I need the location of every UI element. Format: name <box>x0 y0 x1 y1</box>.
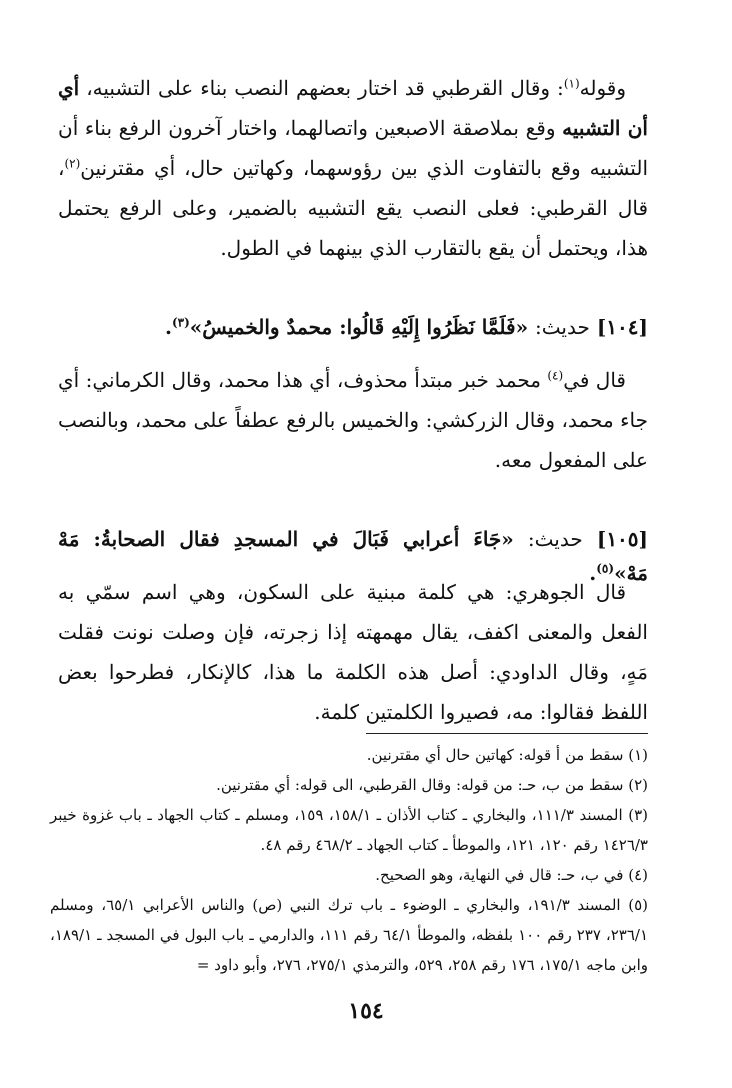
footnote-text: سقط من ب، حـ: من قوله: وقال القرطبي، الى قوله: أي مقترنين. <box>216 776 624 794</box>
hadith-label: حديث: <box>535 315 590 339</box>
footnote-ref[interactable]: (٢) <box>64 156 81 171</box>
paragraph-lead: وقوله <box>579 76 627 100</box>
paragraph-lead: قال في <box>563 368 626 392</box>
footnote-text: المسند ١٩١/٣، والبخاري ـ الوضوء ـ باب ترك النبي (ص) والناس الأعرابي ٦٥/١، ومسلم ٢٣٦/١، ٢٣٧ رقم ١٠٠ بلفظه، والموطأ ٦٤/١ رقم ١١١، والدارمي ـ باب البول في المسجد ـ ١٨٩/١، وابن ماجه ١٧٥/١، ١٧٦ رقم ٢٥٨، ٥٢٩، والترمذي ٢٧٥/١، ٢٧٦، وأبو داود = <box>50 896 649 974</box>
footnote-ref[interactable]: (٥) <box>596 561 615 576</box>
footnote-number: (٤) <box>628 866 648 884</box>
hadith-number: [١٠٥] <box>596 527 649 551</box>
paragraph-text: ، قال القرطبي: فعلى النصب يقع التشبيه بالضمير، وعلى الرفع يحتمل هذا، ويحتمل أن يقع بالتقارب الذي بينهما في الطول. <box>58 156 648 260</box>
footnote-ref[interactable]: (٤) <box>547 368 564 383</box>
hadith-text: «فَلَمَّا نَظَرُوا إِلَيْهِ قَالُوا: محمدٌ والخميسُ» <box>189 315 529 339</box>
paragraph-text: محمد خبر مبتدأ محذوف، أي هذا محمد، وقال الكرماني: أي جاء محمد، وقال الزركشي: والخميس بالرفع عطفاً على محمد، وبالنصب على المفعول معه. <box>58 368 648 472</box>
hadith-number: [١٠٤] <box>596 315 648 339</box>
footnote-3 <box>50 800 648 860</box>
footnote-number: (٢) <box>628 776 648 794</box>
hadith-text: «جَاءَ أعرابي فَبَالَ في المسجدِ فقال الصحابةُ: مَهْ مَهْ» <box>58 527 648 585</box>
footnote-text: المسند ١١١/٣، والبخاري ـ كتاب الأذان ـ ١٥٨/١، ١٥٩، ومسلم ـ كتاب الجهاد ـ باب غزوة خيبر ١٤٢٦/٣ رقم ١٢٠، ١٢١، والموطأ ـ كتاب الجهاد ـ ٤٦٨/٢ رقم ٤٨. <box>50 806 648 854</box>
commentary-paragraph-104 <box>58 360 648 480</box>
footnotes <box>50 740 648 980</box>
footnote-text: سقط من أ قوله: كهاتين حال أي مقترنين. <box>366 746 624 764</box>
paragraph-text: : وقال القرطبي قد اختار بعضهم النصب بناء على التشبيه، <box>79 76 564 100</box>
hadith-heading-104: [١٠٤] حديث: «فَلَمَّا نَظَرُوا إِلَيْهِ قَالُوا: محمدٌ والخميسُ»$^{(٣)}$. <box>164 315 648 339</box>
footnote-number: (١) <box>628 746 648 764</box>
footnote-number: (٣) <box>628 806 648 824</box>
footnote-4 <box>50 860 648 890</box>
page-number: ١٥٤ <box>348 998 384 1024</box>
footnote-2 <box>50 770 648 800</box>
commentary-paragraph-105: قال الجوهري: هي كلمة مبنية على السكون، وهي اسم سمّي به الفعل والمعنى اكفف، يقال مهمهته إذا زجرته، فإن وصلت نونت فقلت مَهٍ، وقال الداودي: أصل هذه الكلمة ما هذا، كالإنكار، فطرحوا بعض اللفظ فقالوا: مه، فصيروا الكلمتين كلمة. <box>58 580 648 724</box>
footnote-5 <box>50 890 648 980</box>
paragraph-bold-text: أي أن التشبيه <box>58 76 648 140</box>
commentary-paragraph-1 <box>58 68 648 268</box>
paragraph-text: وقع بملاصقة الاصبعين واتصالهما، واختار آخرون الرفع بناء أن التشبيه وقع بالتفاوت الذي بين رؤوسهما، وكهاتين حال، أي مقترنين <box>58 116 648 180</box>
footnote-ref[interactable]: (٣) <box>171 315 190 330</box>
footnote-number: (٥) <box>628 896 648 914</box>
footnote-text: في ب، حـ: قال في النهاية، وهو الصحيح. <box>375 866 624 884</box>
hadith-heading-105: [١٠٥] حديث: «جَاءَ أعرابي فَبَالَ في المسجدِ فقال الصحابةُ: مَهْ مَهْ»$^{(٥)}$. <box>58 527 649 585</box>
footnote-separator <box>366 733 648 734</box>
footnote-ref[interactable]: (١) <box>563 76 580 91</box>
hadith-label: حديث: <box>527 527 583 551</box>
footnote-1 <box>50 740 648 770</box>
